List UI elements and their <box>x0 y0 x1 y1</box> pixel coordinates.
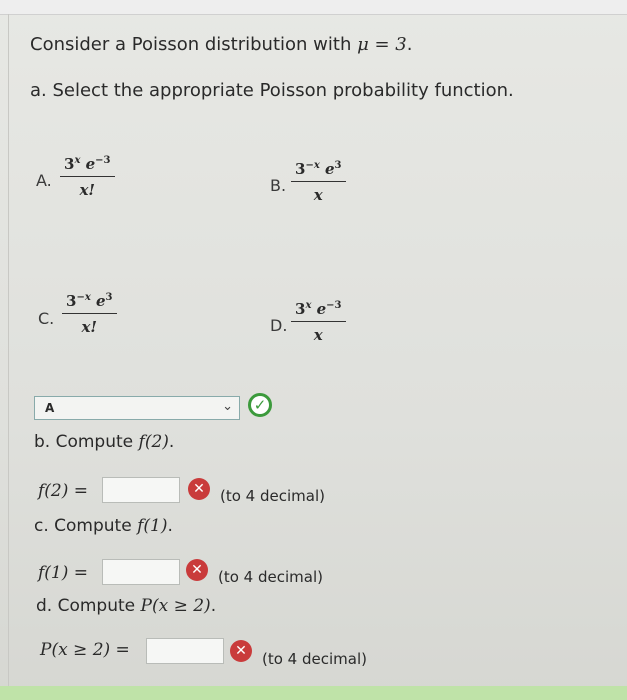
option-a-letter: A. <box>36 171 52 190</box>
part-b-note: (to 4 decimal) <box>220 487 325 505</box>
intro-text: Consider a Poisson distribution with <box>30 34 358 55</box>
f2-answer-input[interactable] <box>102 477 180 503</box>
check-icon: ✓ <box>248 393 272 417</box>
incorrect-icon: ✕ <box>188 478 210 500</box>
option-c-formula: $3^{-x}$ $e^3$ x! <box>62 292 117 336</box>
answer-select-value: A <box>45 401 55 415</box>
option-d-formula: 3$^x$ $e^{-3}$ x <box>291 300 346 344</box>
left-divider <box>8 14 9 700</box>
intro-math: μ = 3 <box>357 34 407 55</box>
part-b-expression: f(2) = <box>38 481 89 501</box>
incorrect-icon: ✕ <box>186 559 208 581</box>
part-c-expression: f(1) = <box>38 563 89 583</box>
question-intro <box>30 34 413 55</box>
option-b-letter: B. <box>270 176 287 195</box>
part-d-prompt: d. Compute P(x ≥ 2). <box>36 596 217 616</box>
part-c-prompt: c. Compute f(1). <box>34 516 173 536</box>
intro-end: . <box>406 34 413 55</box>
incorrect-icon: ✕ <box>230 640 252 662</box>
part-b-prompt: b. Compute f(2). <box>34 432 175 452</box>
top-strip <box>0 0 627 15</box>
p-x-ge-2-answer-input[interactable] <box>146 638 224 664</box>
f1-answer-input[interactable] <box>102 559 180 585</box>
option-c-letter: C. <box>38 309 55 328</box>
option-d-letter: D. <box>270 316 288 335</box>
option-b-formula: $3^{-x}$ $e^3$ x <box>291 160 346 204</box>
chevron-down-icon: ⌄ <box>222 399 233 414</box>
answer-select[interactable] <box>34 396 240 420</box>
option-a-formula: 3$^x$ $e^{-3}$ x! <box>60 155 115 199</box>
part-d-expression: P(x ≥ 2) = <box>40 640 130 660</box>
part-c-note: (to 4 decimal) <box>218 568 323 586</box>
part-d-note: (to 4 decimal) <box>262 650 367 668</box>
bottom-strip <box>0 686 627 700</box>
part-a-prompt: a. Select the appropriate Poisson probability function. <box>30 80 514 101</box>
